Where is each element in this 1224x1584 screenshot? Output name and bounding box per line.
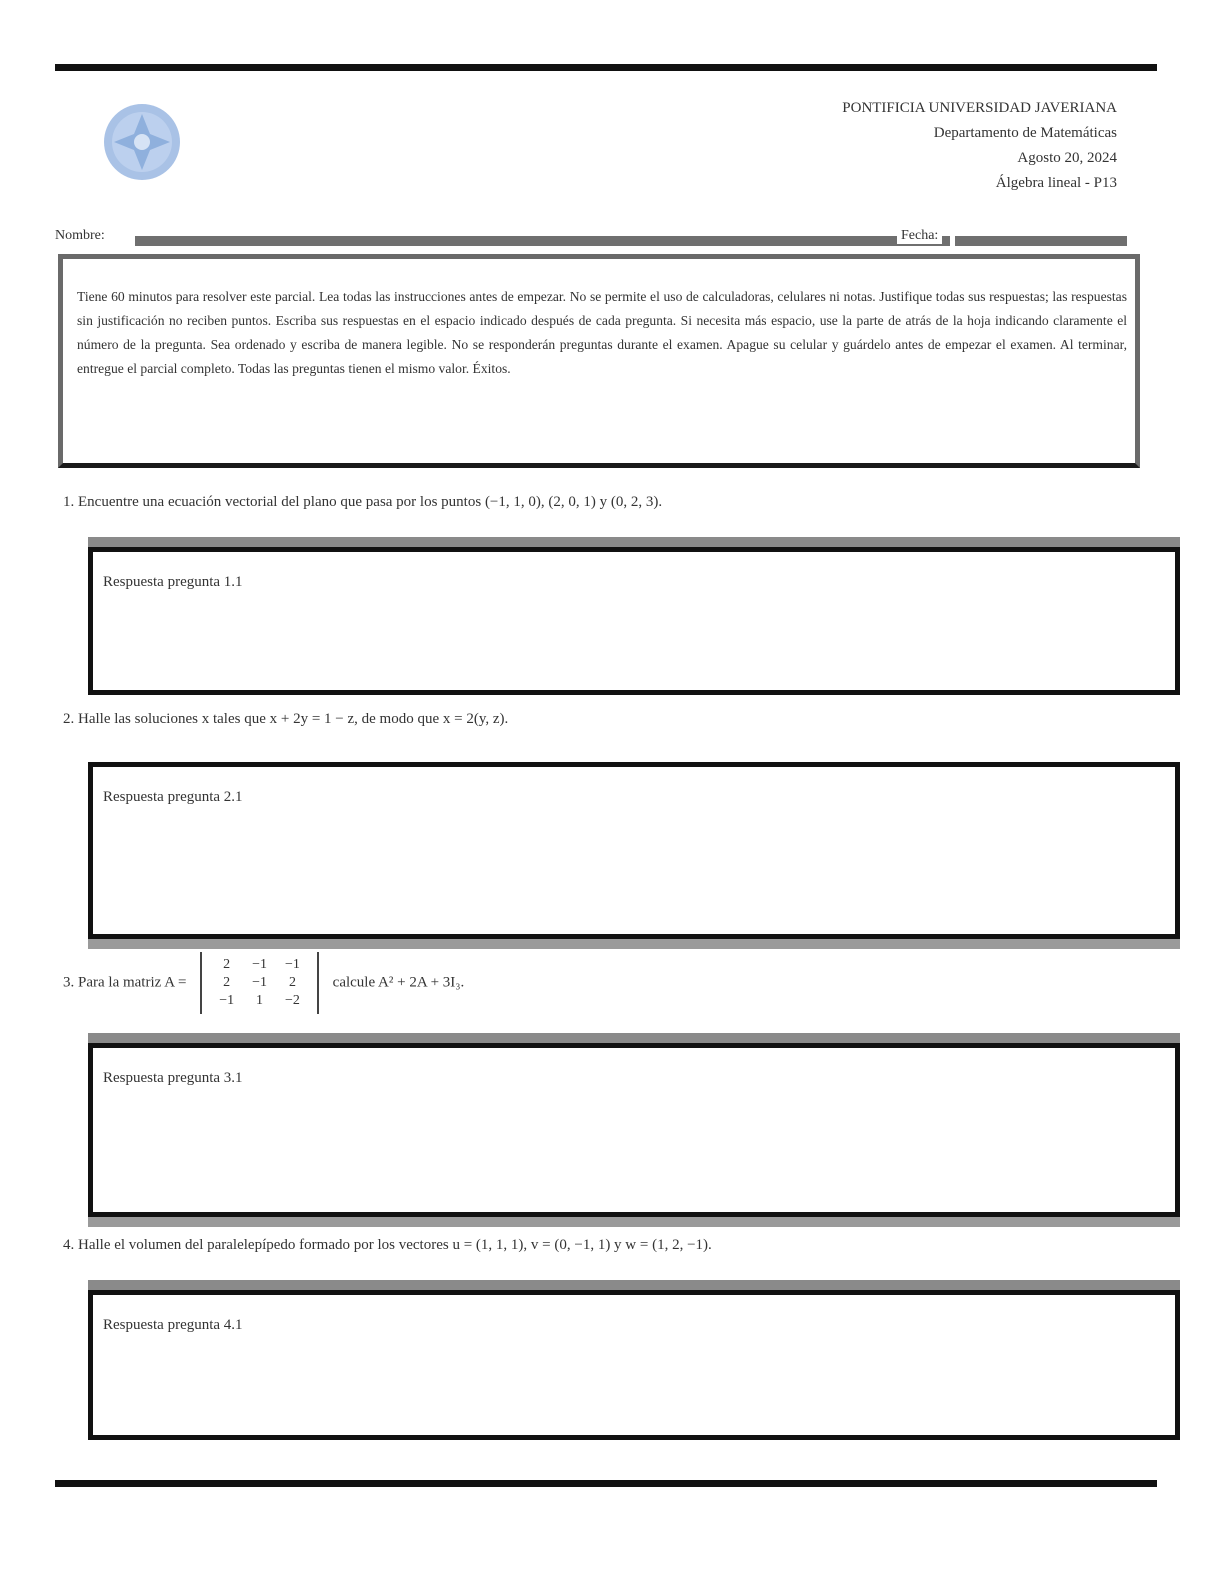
answer-label-3: Respuesta pregunta 3.1 bbox=[103, 1070, 243, 1086]
matrix-cell: 2 bbox=[223, 957, 231, 972]
matrix-cell: −1 bbox=[252, 975, 267, 990]
question-3-suffix: calcule A² + 2A + 3I₃. bbox=[332, 974, 465, 991]
matrix-cell: 2 bbox=[223, 975, 231, 990]
matrix-cell: 2 bbox=[288, 975, 296, 990]
name-field[interactable] bbox=[135, 236, 950, 246]
matrix-cell: −1 bbox=[252, 957, 267, 972]
answer-label-2: Respuesta pregunta 2.1 bbox=[103, 789, 243, 805]
answer-label-4: Respuesta pregunta 4.1 bbox=[103, 1317, 243, 1333]
question-3-prefix: 3. Para la matriz A = bbox=[63, 974, 187, 991]
answer-box-1[interactable] bbox=[88, 547, 1180, 695]
matrix-a bbox=[200, 952, 319, 1014]
answer-box-4[interactable] bbox=[88, 1290, 1180, 1440]
university-name: PONTIFICIA UNIVERSIDAD JAVERIANA bbox=[842, 100, 1117, 116]
header-block bbox=[842, 96, 1117, 196]
matrix-cell: −1 bbox=[285, 957, 300, 972]
answer-label-1: Respuesta pregunta 1.1 bbox=[103, 574, 243, 590]
student-info-row bbox=[55, 228, 1127, 250]
matrix-cell: 1 bbox=[256, 993, 264, 1008]
matrix-cell: −1 bbox=[219, 993, 235, 1008]
question-3 bbox=[63, 952, 464, 1014]
instructions-box bbox=[58, 254, 1140, 468]
matrix-cell: −2 bbox=[285, 993, 300, 1008]
university-seal-icon bbox=[100, 100, 184, 184]
date-field[interactable] bbox=[955, 236, 1127, 246]
bottom-rule bbox=[55, 1480, 1157, 1487]
instructions-text: Tiene 60 minutos para resolver este parcial. Lea todas las instrucciones antes de empezar. No se permite el uso de calculadoras, celulares ni notas. Justifique todas sus respuestas; las respuestas sin justificación no reciben puntos. Escriba sus respuestas en el espacio indicado después de cada pregunta. Si necesita más espacio, use la parte de atrás de la hoja indicando claramente el número de la pregunta. Sea ordenado y escriba de manera legible. No se responderán preguntas durante el examen. Apague su celular y guárdelo antes de empezar el examen. Al terminar, entregue el parcial completo. Todas las preguntas tienen el mismo valor. Éxitos. bbox=[77, 289, 1127, 376]
course-name: Álgebra lineal - P13 bbox=[995, 175, 1117, 191]
answer-box-3[interactable] bbox=[88, 1043, 1180, 1217]
exam-date: Agosto 20, 2024 bbox=[1017, 150, 1117, 166]
top-rule bbox=[55, 64, 1157, 71]
date-label: Fecha: bbox=[897, 228, 942, 244]
question-1: 1. Encuentre una ecuación vectorial del plano que pasa por los puntos (−1, 1, 0), (2, 0, 1) y (0, 2, 3). bbox=[63, 494, 663, 510]
answer-box-2[interactable] bbox=[88, 762, 1180, 939]
department-name: Departamento de Matemáticas bbox=[933, 125, 1117, 141]
question-4: 4. Halle el volumen del paralelepípedo formado por los vectores u = (1, 1, 1), v = (0, −1, 1) y w = (1, 2, −1). bbox=[63, 1237, 712, 1253]
name-label: Nombre: bbox=[55, 228, 109, 244]
question-2: 2. Halle las soluciones x tales que x + 2y = 1 − z, de modo que x = 2(y, z). bbox=[63, 711, 509, 727]
